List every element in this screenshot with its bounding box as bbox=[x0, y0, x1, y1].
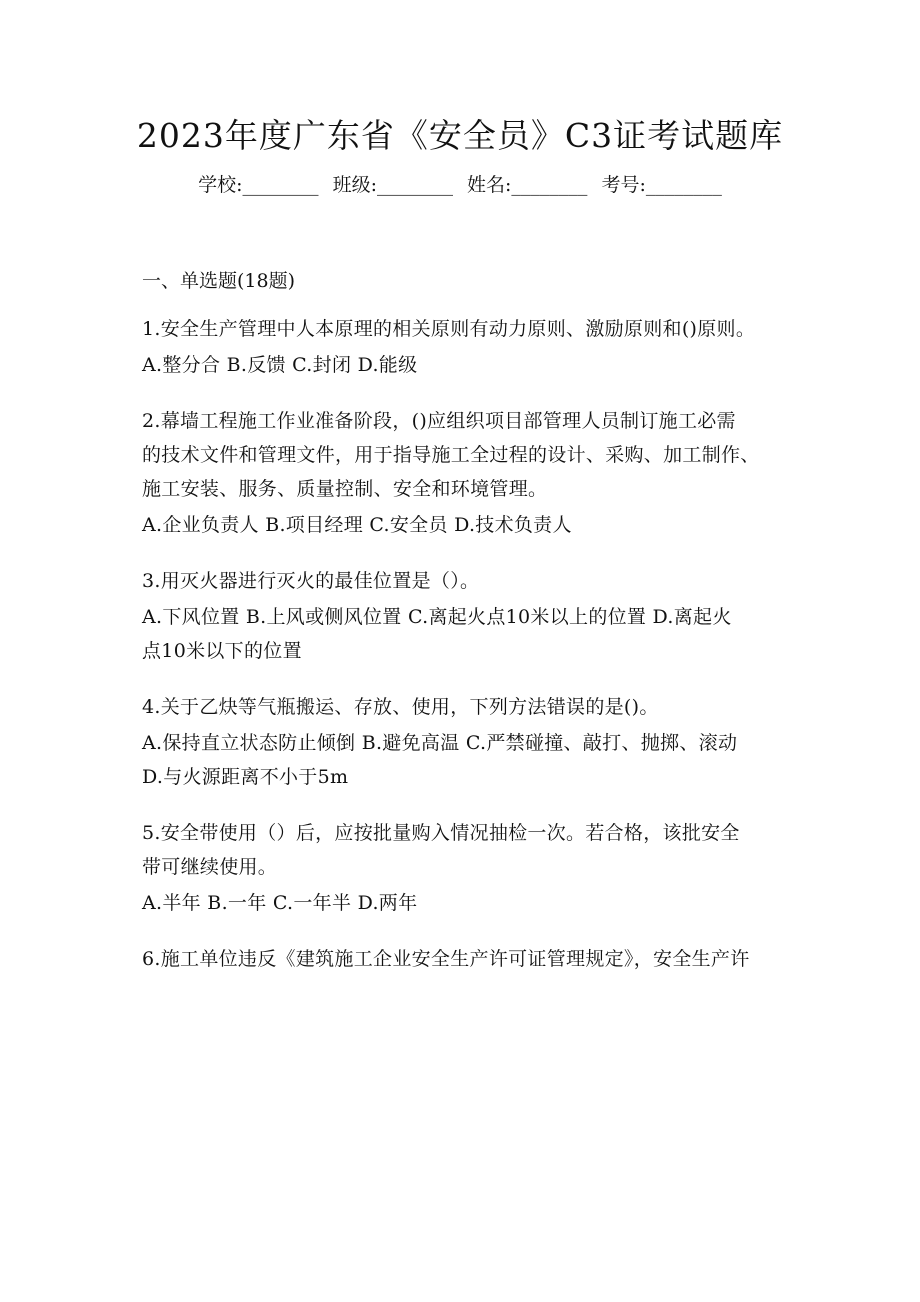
name-field: 姓名:________ bbox=[467, 174, 588, 196]
question-stem bbox=[142, 942, 792, 976]
question-3 bbox=[142, 564, 792, 668]
stem-line: 6.施工单位违反《建筑施工企业安全生产许可证管理规定》，安全生产许 bbox=[142, 948, 750, 970]
question-stem bbox=[142, 564, 792, 598]
section-heading: 一、单选题(18题) bbox=[142, 270, 296, 292]
stem-line: 的技术文件和管理文件，用于指导施工全过程的设计、采购、加工制作、 bbox=[142, 444, 760, 466]
options-line: A.半年 B.一年 C.一年半 D.两年 bbox=[142, 892, 418, 914]
stem-line: 5.安全带使用（）后，应按批量购入情况抽检一次。若合格，该批安全 bbox=[142, 822, 740, 844]
question-1 bbox=[142, 312, 792, 382]
options-line: A.保持直立状态防止倾倒 B.避免高温 C.严禁碰撞、敲打、抛掷、滚动 bbox=[142, 732, 738, 754]
student-info-line bbox=[0, 170, 920, 200]
school-field: 学校:________ bbox=[198, 174, 319, 196]
stem-line: 施工安装、服务、质量控制、安全和环境管理。 bbox=[142, 478, 548, 500]
options-line: D.与火源距离不小于5m bbox=[142, 766, 349, 788]
options-line: 点10米以下的位置 bbox=[142, 640, 302, 662]
options-line: A.下风位置 B.上风或侧风位置 C.离起火点10米以上的位置 D.离起火 bbox=[142, 606, 732, 628]
stem-line: 1.安全生产管理中人本原理的相关原则有动力原则、激励原则和()原则。 bbox=[142, 318, 756, 340]
question-options bbox=[142, 348, 792, 382]
question-options bbox=[142, 508, 792, 542]
exam-number-field: 考号:________ bbox=[601, 174, 722, 196]
stem-line: 带可继续使用。 bbox=[142, 856, 278, 878]
question-5 bbox=[142, 816, 792, 920]
question-stem bbox=[142, 690, 792, 724]
options-line: A.企业负责人 B.项目经理 C.安全员 D.技术负责人 bbox=[142, 514, 572, 536]
question-options bbox=[142, 726, 792, 794]
document-title: 2023年度广东省《安全员》C3证考试题库 bbox=[136, 116, 784, 155]
stem-line: 4.关于乙炔等气瓶搬运、存放、使用，下列方法错误的是()。 bbox=[142, 696, 659, 718]
question-options bbox=[142, 600, 792, 668]
question-6 bbox=[142, 942, 792, 976]
question-options bbox=[142, 886, 792, 920]
question-stem bbox=[142, 404, 792, 506]
question-stem bbox=[142, 816, 792, 884]
stem-line: 3.用灭火器进行灭火的最佳位置是（）。 bbox=[142, 570, 480, 592]
question-4 bbox=[142, 690, 792, 794]
question-list bbox=[142, 312, 792, 998]
stem-line: 2.幕墙工程施工作业准备阶段，()应组织项目部管理人员制订施工必需 bbox=[142, 410, 736, 432]
class-field: 班级:________ bbox=[332, 174, 453, 196]
question-2 bbox=[142, 404, 792, 542]
options-line: A.整分合 B.反馈 C.封闭 D.能级 bbox=[142, 354, 418, 376]
question-stem bbox=[142, 312, 792, 346]
